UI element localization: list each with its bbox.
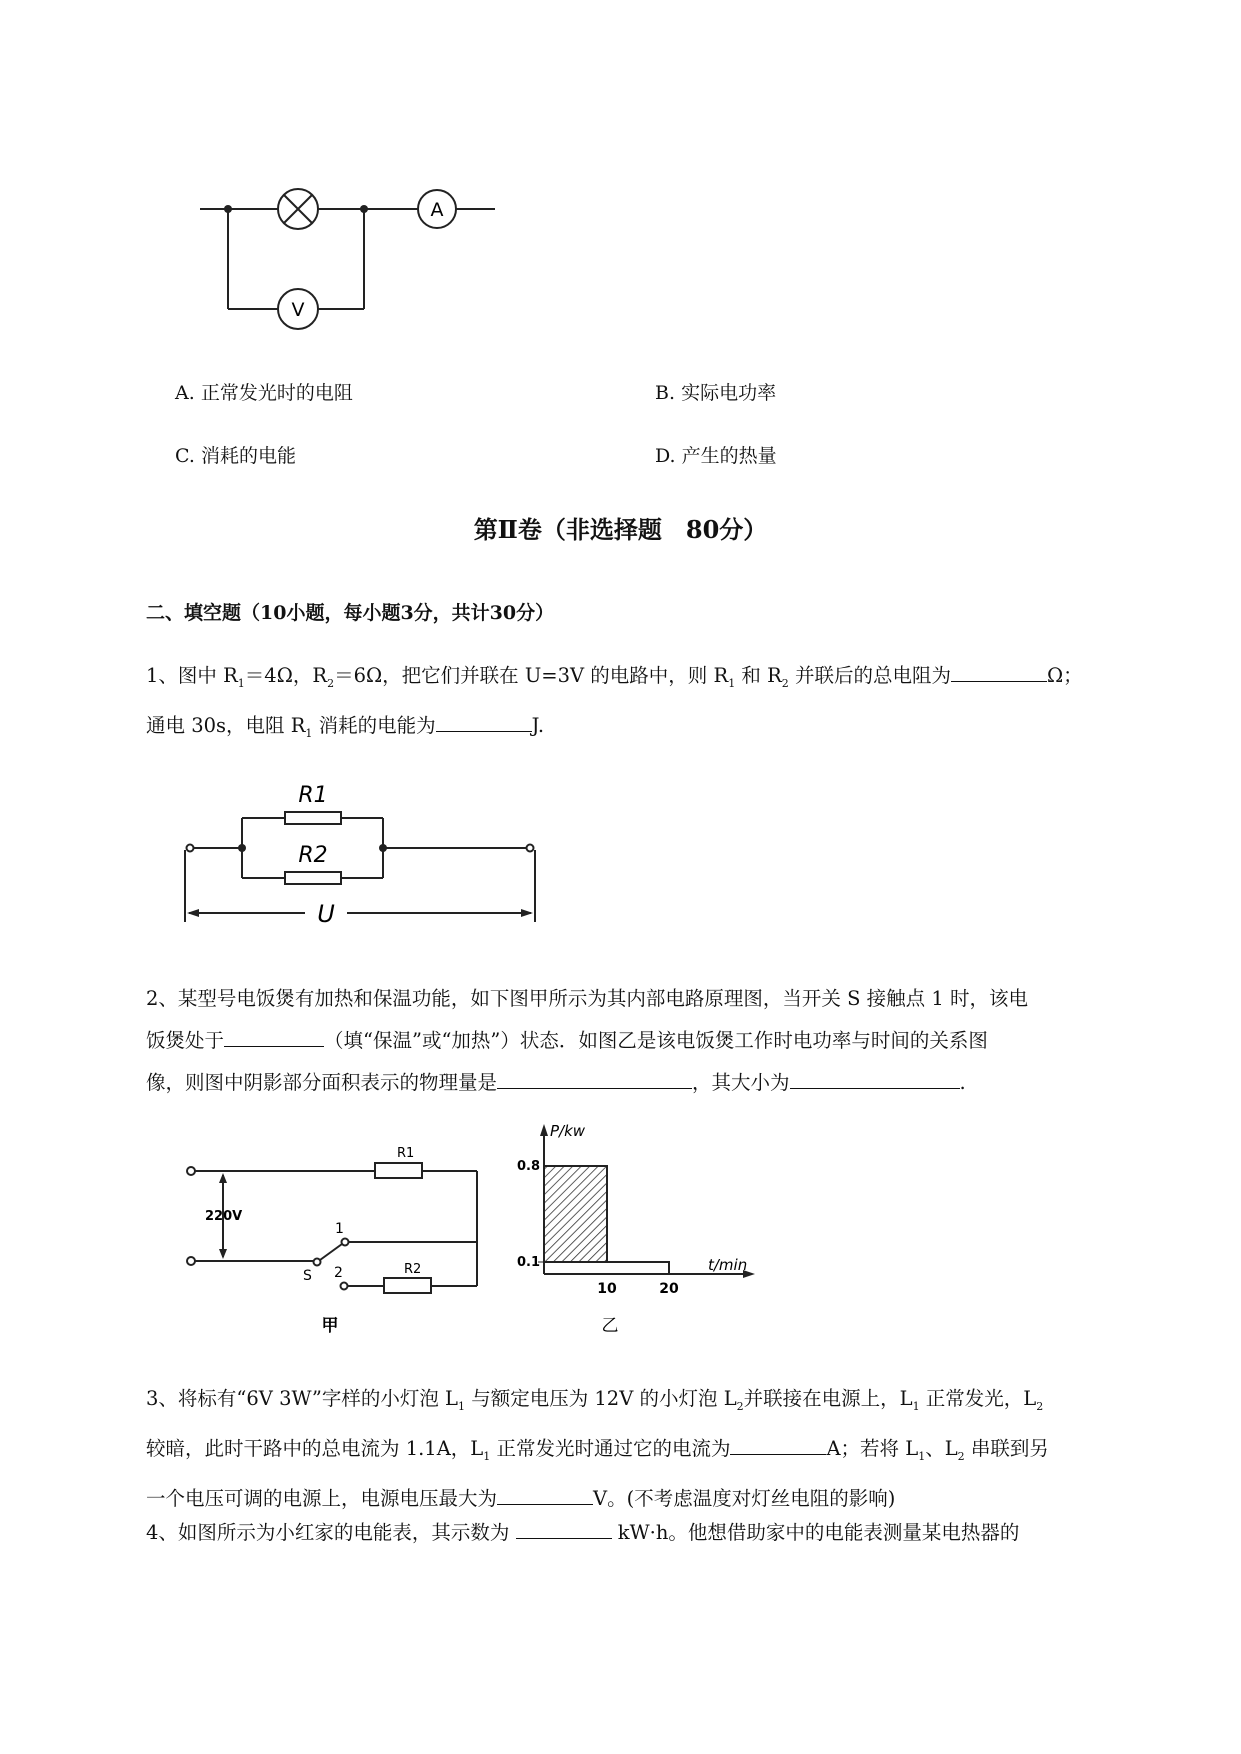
- svg-text:0.8: 0.8: [516, 1159, 540, 1174]
- svg-text:2: 2: [334, 1265, 343, 1281]
- answer-blank[interactable]: [497, 1066, 692, 1089]
- svg-text:R2: R2: [298, 843, 328, 868]
- svg-text:A: A: [430, 199, 444, 221]
- answer-blank[interactable]: [516, 1516, 612, 1539]
- answer-blank[interactable]: [790, 1066, 960, 1089]
- part-title: 第Ⅱ卷（非选择题 80分）: [473, 515, 768, 544]
- answer-blank[interactable]: [951, 659, 1047, 682]
- rice-cooker-circuit-figure: [180, 1125, 490, 1340]
- svg-text:R1: R1: [298, 783, 328, 808]
- question-2: 2、某型号电饭煲有加热和保温功能，如下图甲所示为其内部电路原理图，当开关 S 接触点 1 时，该电 饭煲处于 （填“保温”或“加热”）状态．如图乙是该电饭煲工作时电功率与时间的关系图 像，则图中阴影部分面积表示的物理量是 ，其大小为 .: [146, 987, 1028, 1094]
- answer-blank[interactable]: [436, 709, 532, 732]
- resistor-r2: [384, 1278, 431, 1293]
- question-1: 1、图中 $R_1=4\Omega$，$R_2=6\Omega$，把它们并联在 U=3V 的电路中，则 $R_1$ 和 $R_2$ 并联后的总电阻为 Ω； 通电 30s，电阻 $R_1$ 消耗的电能为 J.: [146, 655, 1156, 755]
- shaded-area: [544, 1166, 607, 1262]
- resistor-r1: [285, 812, 341, 824]
- lamp-circuit-figure: [190, 180, 510, 340]
- svg-text:乙: 乙: [601, 1316, 619, 1336]
- answer-blank[interactable]: [497, 1482, 593, 1505]
- option-d: D. 产生的热量: [655, 445, 777, 467]
- resistor-r1: [375, 1163, 422, 1178]
- power-time-chart: [510, 1118, 765, 1340]
- svg-text:220V: 220V: [205, 1209, 243, 1224]
- option-c: C. 消耗的电能: [175, 445, 296, 467]
- svg-text:t/min: t/min: [708, 1256, 748, 1274]
- svg-text:0.1: 0.1: [516, 1255, 540, 1270]
- answer-blank[interactable]: [730, 1432, 826, 1455]
- question-4: 4、如图所示为小红家的电能表，其示数为 kW·h。他想借助家中的电能表测量某电热器的: [146, 1512, 1156, 1554]
- svg-text:R2: R2: [404, 1262, 422, 1277]
- svg-text:S: S: [303, 1268, 312, 1284]
- svg-text:V: V: [291, 299, 305, 321]
- section-title: 二、填空题（10小题，每小题3分，共计30分）: [146, 602, 555, 624]
- option-a: A. 正常发光时的电阻: [175, 382, 353, 404]
- question-3: 3、将标有“6V 3W”字样的小灯泡 $L_1$ 与额定电压为 12V 的小灯泡 $L_2$并联接在电源上，$L_1$ 正常发光，$L_2$ 较暗，此时干路中的总电流为 1.1A，$L_1$ 正常发光时通过它的电流为 A；若将 $L_1$、$L_2$ 串联到另 一个电压可调的电源上，电源电压最大为 V。(不考虑温度对灯丝电阻的影响): [146, 1387, 1049, 1510]
- svg-text:1: 1: [335, 1221, 344, 1237]
- svg-text:20: 20: [659, 1281, 679, 1297]
- answer-blank[interactable]: [224, 1024, 324, 1047]
- svg-text:U: U: [317, 900, 335, 928]
- parallel-resistor-figure: [175, 770, 545, 935]
- svg-text:P/kw: P/kw: [550, 1122, 586, 1140]
- svg-text:甲: 甲: [321, 1316, 339, 1336]
- svg-text:R1: R1: [397, 1146, 415, 1161]
- resistor-r2: [285, 872, 341, 884]
- option-b: B. 实际电功率: [655, 382, 777, 404]
- svg-text:10: 10: [597, 1281, 617, 1297]
- switch-s: [320, 1244, 342, 1260]
